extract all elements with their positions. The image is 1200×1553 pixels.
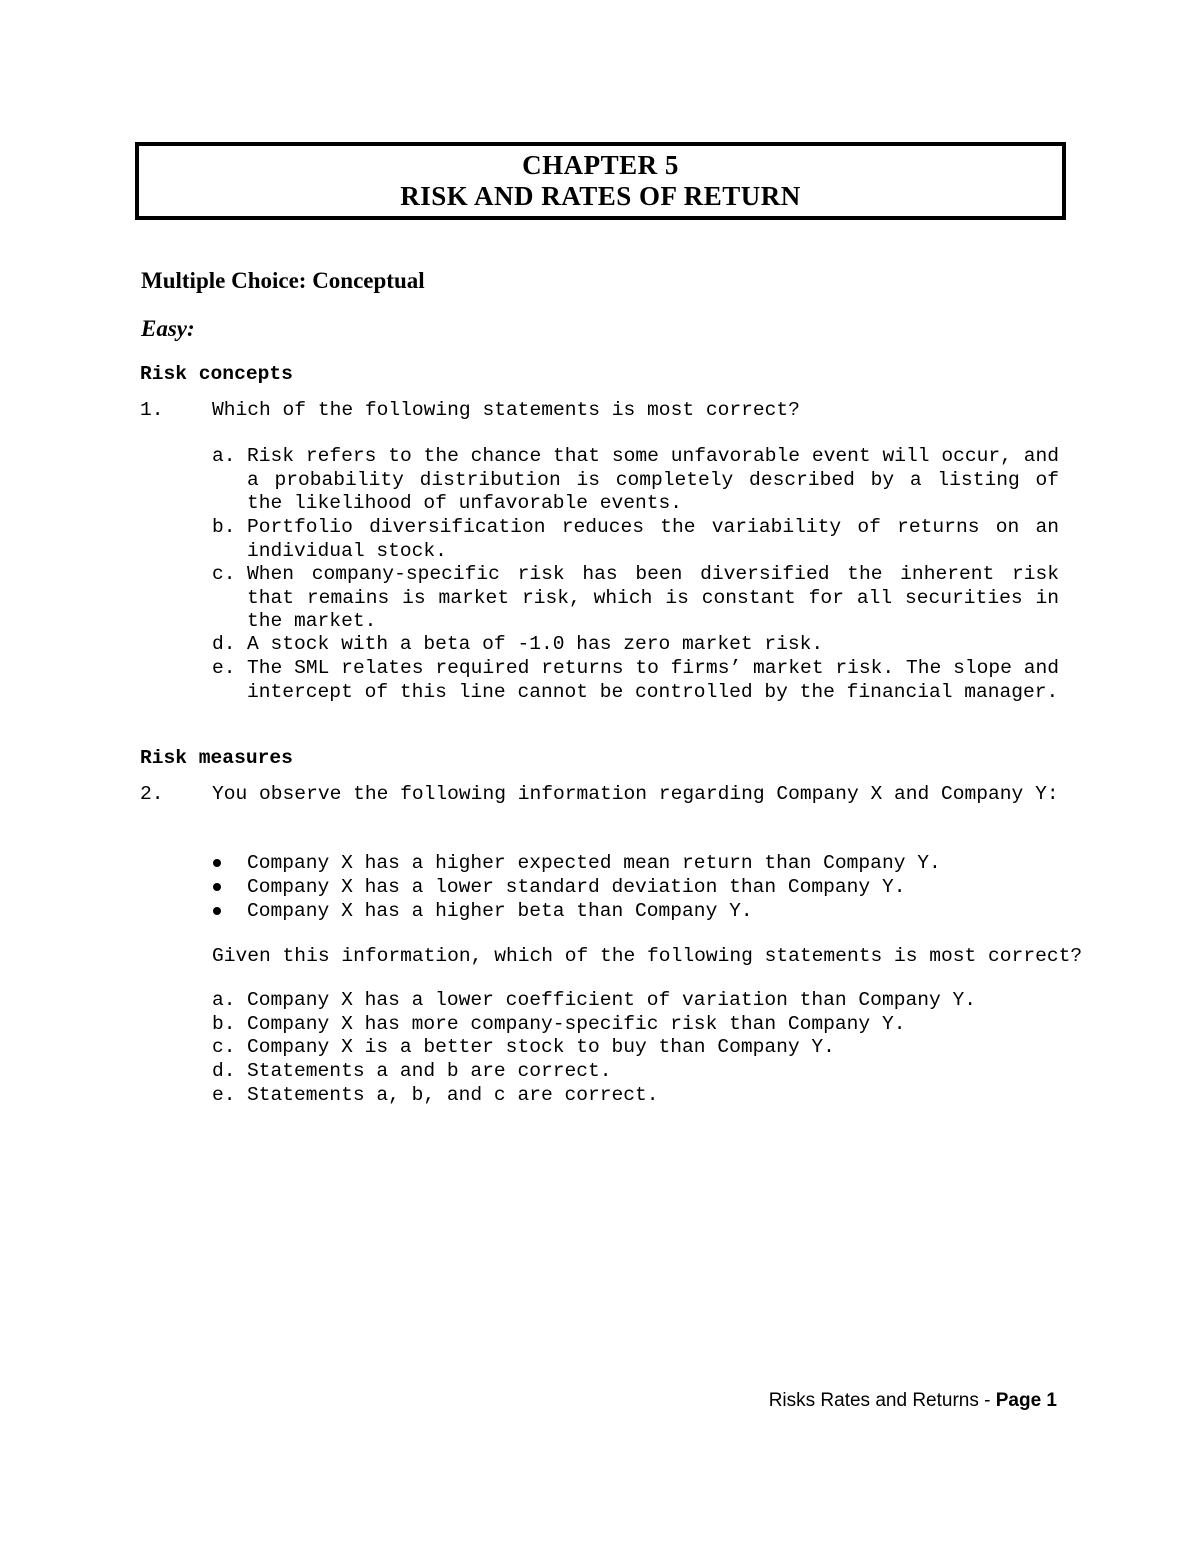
footer-label: Risks Rates and Returns - <box>768 1390 996 1411</box>
q2-option-b-letter: b. <box>212 1013 236 1035</box>
q2-text: You observe the following information regarding Company X and Company Y: <box>212 783 1059 805</box>
chapter-header-box <box>135 142 1066 220</box>
difficulty-label: Easy: <box>141 316 195 341</box>
chapter-number: CHAPTER 5 <box>522 150 679 180</box>
q1-option-c-text: When company-specific risk has been diversified the inherent risk that remains is market risk, which is constant for all securities in the market. <box>247 563 1059 633</box>
q2-bullet-1: Company X has a higher expected mean return than Company Y. <box>247 852 941 874</box>
q1-option-c-letter: c. <box>212 563 236 585</box>
bullet-icon <box>213 859 221 867</box>
q1-option-a-text: Risk refers to the chance that some unfavorable event will occur, and a probability distribution is completely described by a listing of the likelihood of unfavorable events. <box>247 445 1059 515</box>
q2-topic: Risk measures <box>140 747 293 769</box>
footer-page-number: Page 1 <box>995 1390 1057 1411</box>
q2-option-b-text: Company X has more company-specific risk than Company Y. <box>247 1013 906 1035</box>
q1-option-b-letter: b. <box>212 516 236 538</box>
q2-number: 2. <box>140 783 164 805</box>
q2-option-a-letter: a. <box>212 989 236 1011</box>
q1-option-d-text: A stock with a beta of -1.0 has zero market risk. <box>247 633 824 655</box>
q1-option-e-letter: e. <box>212 657 236 679</box>
bullet-icon <box>213 883 221 891</box>
q2-option-e-letter: e. <box>212 1084 236 1106</box>
q1-option-d-letter: d. <box>212 633 236 655</box>
bullet-icon <box>213 907 221 915</box>
q2-bullet-2: Company X has a lower standard deviation than Company Y. <box>247 876 906 898</box>
q2-option-a-text: Company X has a lower coefficient of variation than Company Y. <box>247 989 977 1011</box>
chapter-title: RISK AND RATES OF RETURN <box>400 181 801 211</box>
q1-text: Which of the following statements is most correct? <box>212 399 800 421</box>
q1-number: 1. <box>140 399 164 421</box>
section-title: Multiple Choice: Conceptual <box>141 268 425 293</box>
q2-option-c-text: Company X is a better stock to buy than Company Y. <box>247 1036 835 1058</box>
q1-option-b-text: Portfolio diversification reduces the variability of returns on an individual stock. <box>247 516 1059 562</box>
q1-option-e-text: The SML relates required returns to firms’ market risk. The slope and intercept of this line cannot be controlled by the financial manager. <box>247 657 1059 703</box>
q2-option-e-text: Statements a, b, and c are correct. <box>247 1084 659 1106</box>
q2-bullet-3: Company X has a higher beta than Company Y. <box>247 900 753 922</box>
q1-option-a-letter: a. <box>212 445 236 467</box>
page-footer <box>769 1390 1057 1412</box>
q2-option-d-letter: d. <box>212 1060 236 1082</box>
q2-option-c-letter: c. <box>212 1036 236 1058</box>
q1-topic: Risk concepts <box>140 363 293 385</box>
q2-question: Given this information, which of the following statements is most correct? <box>212 945 1083 967</box>
q2-option-d-text: Statements a and b are correct. <box>247 1060 612 1082</box>
